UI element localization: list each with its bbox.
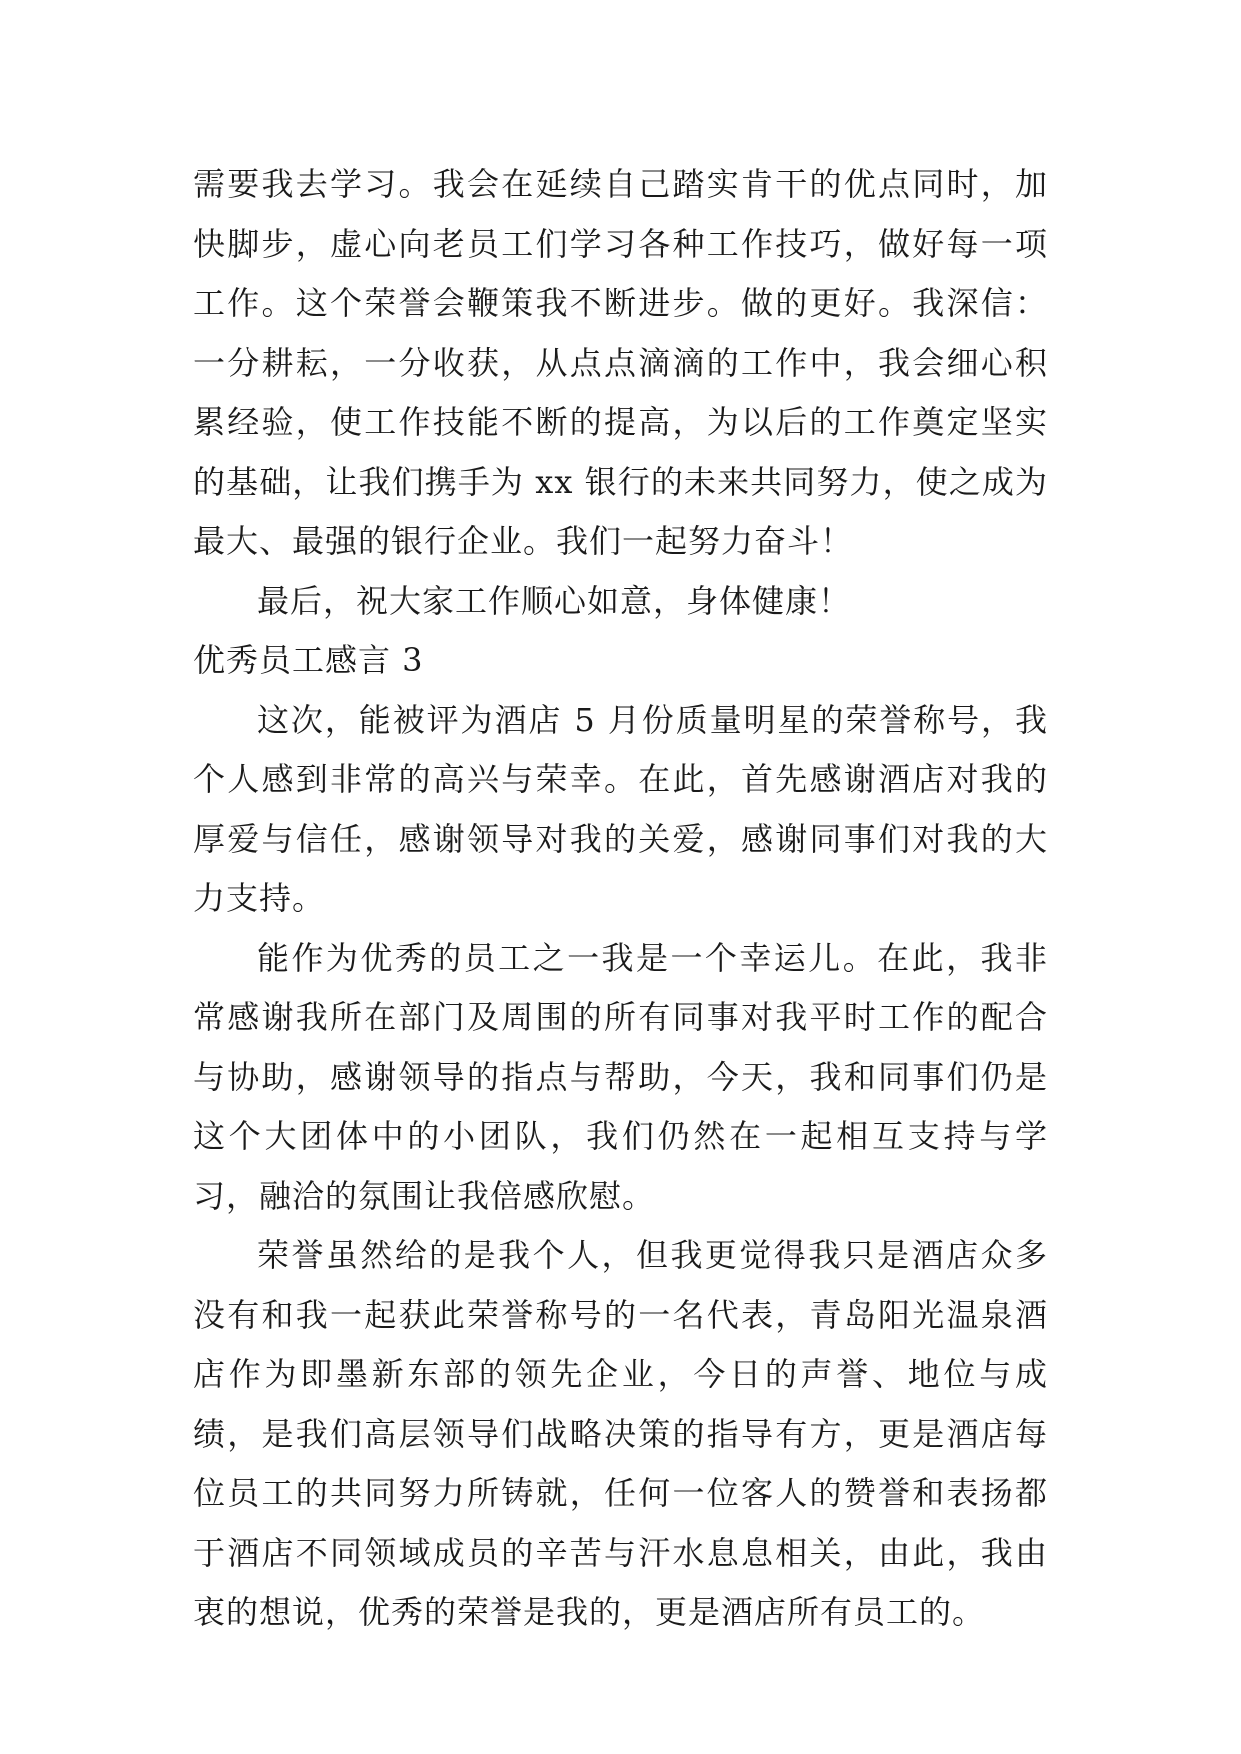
document-body <box>193 155 1048 1643</box>
paragraph-continuation: 需要我去学习。我会在延续自己踏实肯干的优点同时，加快脚步，虚心向老员工们学习各种工作技巧，做好每一项工作。这个荣誉会鞭策我不断进步。做的更好。我深信：一分耕耘，一分收获，从点点滴滴的工作中，我会细心积累经验，使工作技能不断的提高，为以后的工作奠定坚实的基础，让我们携手为 xx 银行的未来共同努力，使之成为最大、最强的银行企业。我们一起努力奋斗！ <box>193 165 1048 560</box>
paragraph-colleague-thanks: 能作为优秀的员工之一我是一个幸运儿。在此，我非常感谢我所在部门及周围的所有同事对我平时工作的配合与协助，感谢领导的指点与帮助，今天，我和同事们仍是这个大团体中的小团队，我们仍然在一起相互支持与学习，融洽的氛围让我倍感欣慰。 <box>193 938 1048 1215</box>
paragraph-team-honor: 荣誉虽然给的是我个人，但我更觉得我只是酒店众多没有和我一起获此荣誉称号的一名代表，青岛阳光温泉酒店作为即墨新东部的领先企业，今日的声誉、地位与成绩，是我们高层领导们战略决策的指导有方，更是酒店每位员工的共同努力所铸就，任何一位客人的赞誉和表扬都于酒店不同领域成员的辛苦与汗水息息相关，由此，我由衷的想说，优秀的荣誉是我的，更是酒店所有员工的。 <box>193 1236 1048 1631</box>
paragraph-closing-wish: 最后，祝大家工作顺心如意，身体健康！ <box>257 581 852 620</box>
paragraph-award-thanks: 这次，能被评为酒店 5 月份质量明星的荣誉称号，我个人感到非常的高兴与荣幸。在此，首先感谢酒店对我的厚爱与信任，感谢领导对我的关爱，感谢同事们对我的大力支持。 <box>193 700 1048 917</box>
section-heading: 优秀员工感言 3 <box>193 641 424 679</box>
